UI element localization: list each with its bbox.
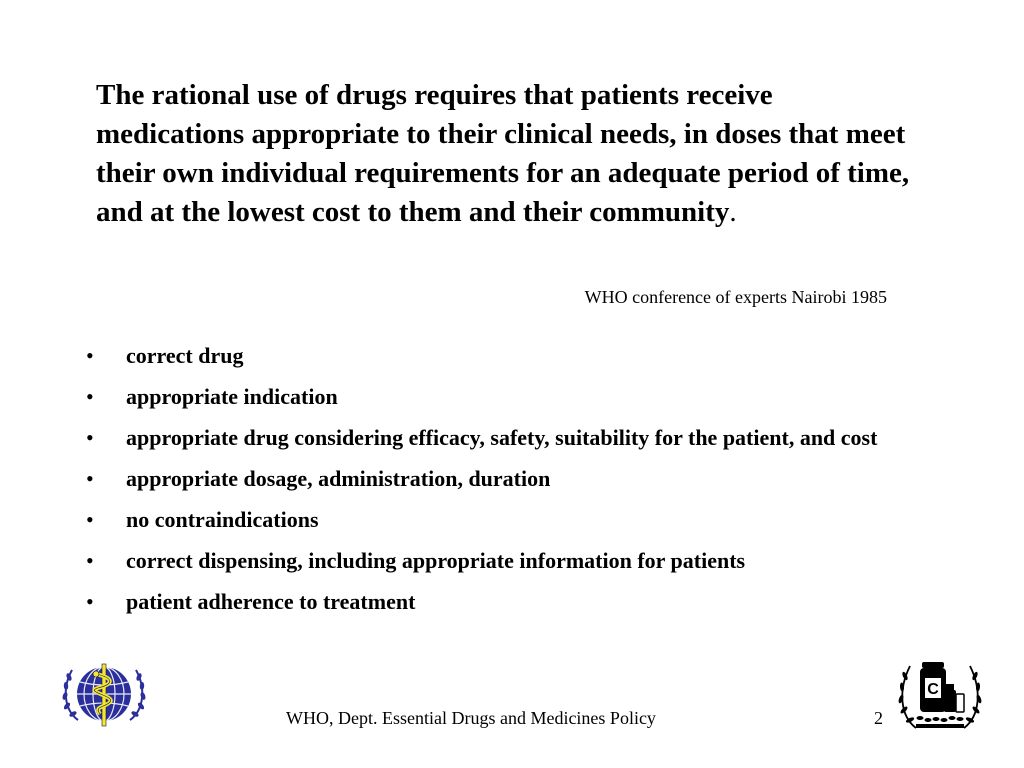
bullet-dot: • <box>86 507 94 532</box>
footer-text: WHO, Dept. Essential Drugs and Medicines Policy <box>286 708 656 728</box>
essential-drugs-emblem-icon <box>896 654 984 736</box>
bullet-dot: • <box>86 384 94 409</box>
bullet-text: appropriate dosage, administration, duration <box>126 466 551 491</box>
quote-text <box>96 76 916 232</box>
bullet-dot: • <box>86 466 94 491</box>
quote-end: . <box>729 196 737 228</box>
bullet-text: no contraindications <box>126 507 319 532</box>
list-item <box>86 463 956 495</box>
quote-main: The rational use of drugs requires that patients receive medications appropriate to their clinical needs, in doses that meet their own individual requirements for an adequate period of time, and at the lowest cost to them and their community <box>96 79 910 228</box>
bullet-text: appropriate drug considering efficacy, safety, suitability for the patient, and cost <box>126 425 878 450</box>
list-item <box>86 586 956 618</box>
list-item <box>86 504 956 536</box>
bullet-list <box>86 340 956 627</box>
bullet-dot: • <box>86 589 94 614</box>
page-number: 2 <box>874 708 883 728</box>
list-item <box>86 381 956 413</box>
bullet-dot: • <box>86 425 94 450</box>
quote-attribution: WHO conference of experts Nairobi 1985 <box>584 287 887 307</box>
bullet-text: correct drug <box>126 343 244 368</box>
list-item <box>86 340 956 372</box>
bullet-dot: • <box>86 343 94 368</box>
bullet-text: appropriate indication <box>126 384 338 409</box>
bullet-text: patient adherence to treatment <box>126 589 416 614</box>
list-item <box>86 422 956 454</box>
bullet-dot: • <box>86 548 94 573</box>
who-emblem-icon <box>58 658 150 730</box>
bullet-text: correct dispensing, including appropriate information for patients <box>126 548 746 573</box>
svg-text:C: C <box>927 681 939 698</box>
list-item <box>86 545 956 577</box>
